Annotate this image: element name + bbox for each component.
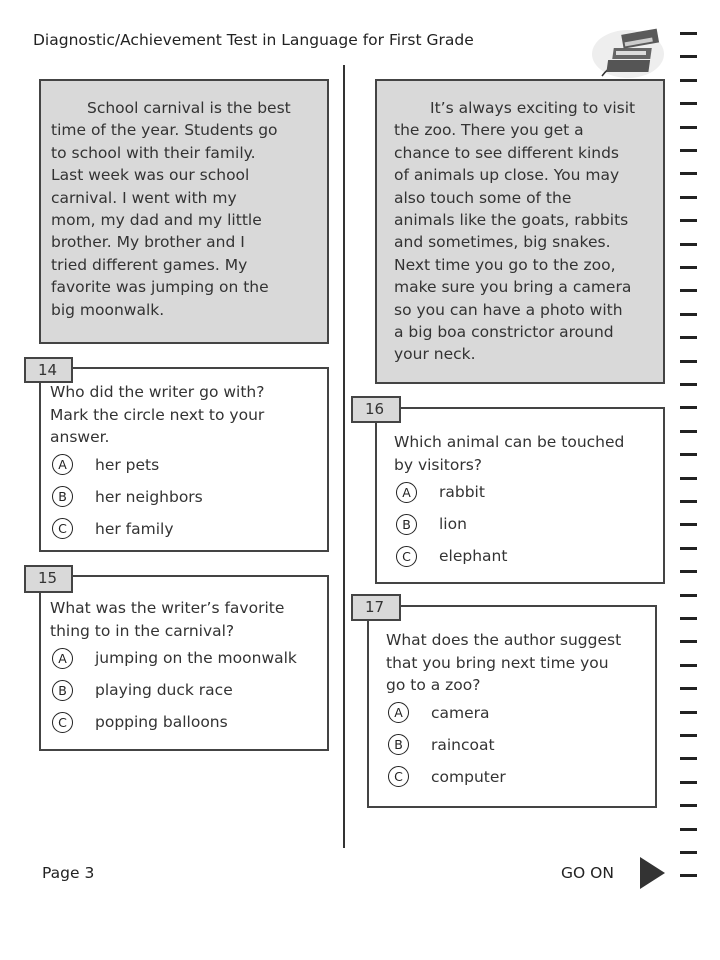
answer-bubble[interactable]: A xyxy=(52,454,73,475)
question-number-16: 16 xyxy=(351,396,401,423)
answer-option-a[interactable] xyxy=(50,449,327,481)
question-text-line: go to a zoo? xyxy=(386,676,481,694)
margin-tick xyxy=(680,874,697,877)
question-text-line: that you bring next time you xyxy=(386,653,609,672)
passage-line: carnival. I went with my xyxy=(51,188,237,207)
answer-bubble[interactable]: C xyxy=(52,712,73,733)
passage-line: favorite was jumping on the xyxy=(51,278,269,297)
question-text-line: What does the author suggest xyxy=(386,631,622,649)
answer-bubble[interactable]: B xyxy=(388,734,409,755)
margin-tick xyxy=(680,360,697,363)
margin-tick xyxy=(680,336,697,339)
margin-tick xyxy=(680,430,697,433)
answer-text: playing duck race xyxy=(95,681,233,699)
answer-option-c[interactable] xyxy=(386,761,655,793)
margin-tick xyxy=(680,640,697,643)
books-icon xyxy=(588,18,668,80)
question-17 xyxy=(367,605,657,808)
passage-line: animals like the goats, rabbits xyxy=(394,211,629,230)
answer-option-b[interactable] xyxy=(394,508,663,540)
margin-tick xyxy=(680,570,697,573)
answer-text: her pets xyxy=(95,455,160,474)
passage-line: a big boa constrictor around xyxy=(394,323,614,342)
answer-text: elephant xyxy=(439,547,508,565)
margin-tick xyxy=(680,219,697,222)
passage-line: the zoo. There you get a xyxy=(394,121,584,140)
margin-tick xyxy=(680,500,697,503)
answer-option-b[interactable] xyxy=(386,729,655,761)
passage-line: big moonwalk. xyxy=(51,300,165,319)
passage-line: Last week was our school xyxy=(51,166,250,185)
answer-bubble[interactable]: A xyxy=(388,702,409,723)
answer-text: camera xyxy=(431,703,490,722)
margin-tick xyxy=(680,313,697,316)
margin-tick xyxy=(680,126,697,129)
answer-text: her neighbors xyxy=(95,487,203,506)
passage-line: School carnival is the best xyxy=(87,99,291,117)
margin-tick xyxy=(680,383,697,386)
margin-tick xyxy=(680,243,697,246)
answer-text: popping balloons xyxy=(95,713,228,731)
passage-line: It’s always exciting to visit xyxy=(430,99,636,117)
answer-text: rabbit xyxy=(439,483,485,501)
answer-bubble[interactable]: C xyxy=(396,546,417,567)
answer-option-c[interactable] xyxy=(50,706,327,738)
question-text-line: thing to in the carnival? xyxy=(50,621,235,640)
margin-tick xyxy=(680,149,697,152)
question-text-line: Mark the circle next to your xyxy=(50,405,265,424)
passage-line: of animals up close. You may xyxy=(394,166,620,185)
answer-bubble[interactable]: C xyxy=(388,766,409,787)
question-number-15: 15 xyxy=(24,565,73,593)
margin-tick xyxy=(680,781,697,784)
passage-line: your neck. xyxy=(394,345,476,364)
answer-bubble[interactable]: A xyxy=(52,648,73,669)
answer-bubble[interactable]: A xyxy=(396,482,417,503)
passage-line: so you can have a photo with xyxy=(394,300,623,319)
margin-tick xyxy=(680,266,697,269)
answer-option-a[interactable] xyxy=(394,476,663,508)
answer-text: jumping on the moonwalk xyxy=(95,649,297,667)
question-number-17: 17 xyxy=(351,594,401,621)
passage-carnival xyxy=(39,79,329,344)
margin-tick xyxy=(680,289,697,292)
question-16 xyxy=(375,407,665,584)
margin-tick xyxy=(680,594,697,597)
passage-line: brother. My brother and I xyxy=(51,233,245,252)
passage-line: Next time you go to the zoo, xyxy=(394,255,616,274)
margin-tick xyxy=(680,687,697,690)
question-text-line: What was the writer’s favorite xyxy=(50,599,285,617)
answer-option-c[interactable] xyxy=(50,513,327,545)
margin-tick xyxy=(680,477,697,480)
answer-option-a[interactable] xyxy=(50,642,327,674)
question-text-line: by visitors? xyxy=(394,455,483,474)
passage-line: time of the year. Students go xyxy=(51,121,278,140)
margin-tick xyxy=(680,734,697,737)
margin-tick xyxy=(680,851,697,854)
margin-tick xyxy=(680,804,697,807)
page-header-title: Diagnostic/Achievement Test in Language for First Grade xyxy=(33,31,474,49)
answer-text: computer xyxy=(431,767,506,786)
answer-bubble[interactable]: C xyxy=(52,518,73,539)
question-15 xyxy=(39,575,329,751)
margin-tick xyxy=(680,757,697,760)
passage-line: to school with their family. xyxy=(51,143,256,162)
margin-tick xyxy=(680,79,697,82)
answer-text: lion xyxy=(439,515,467,533)
margin-tick xyxy=(680,196,697,199)
answer-text: her family xyxy=(95,519,174,538)
column-divider xyxy=(343,65,345,848)
question-14 xyxy=(39,367,329,552)
question-text-line: answer. xyxy=(50,428,110,446)
margin-tick xyxy=(680,55,697,58)
answer-option-a[interactable] xyxy=(386,697,655,729)
question-text-line: Which animal can be touched xyxy=(394,433,625,451)
answer-bubble[interactable]: B xyxy=(52,486,73,507)
answer-option-b[interactable] xyxy=(50,674,327,706)
passage-line: and sometimes, big snakes. xyxy=(394,233,611,252)
go-on-arrow-icon xyxy=(640,857,666,889)
question-text-line: Who did the writer go with? xyxy=(50,383,265,401)
go-on-label: GO ON xyxy=(561,864,614,882)
passage-line: also touch some of the xyxy=(394,188,572,207)
passage-line: tried different games. My xyxy=(51,255,248,274)
margin-tick xyxy=(680,406,697,409)
answer-text: raincoat xyxy=(431,735,495,754)
question-number-14: 14 xyxy=(24,357,73,383)
answer-option-c[interactable] xyxy=(394,540,663,572)
answer-option-b[interactable] xyxy=(50,481,327,513)
page-number: Page 3 xyxy=(42,864,95,882)
passage-zoo xyxy=(375,79,665,384)
margin-tick xyxy=(680,664,697,667)
passage-line: mom, my dad and my little xyxy=(51,211,262,230)
passage-line: chance to see different kinds xyxy=(394,143,619,162)
answer-bubble[interactable]: B xyxy=(396,514,417,535)
margin-tick xyxy=(680,523,697,526)
margin-tick xyxy=(680,453,697,456)
margin-tick xyxy=(680,102,697,105)
margin-tick xyxy=(680,711,697,714)
margin-tick xyxy=(680,547,697,550)
passage-line: make sure you bring a camera xyxy=(394,278,632,297)
margin-tick xyxy=(680,617,697,620)
margin-tick xyxy=(680,32,697,35)
margin-tick xyxy=(680,828,697,831)
answer-bubble[interactable]: B xyxy=(52,680,73,701)
margin-tick xyxy=(680,172,697,175)
